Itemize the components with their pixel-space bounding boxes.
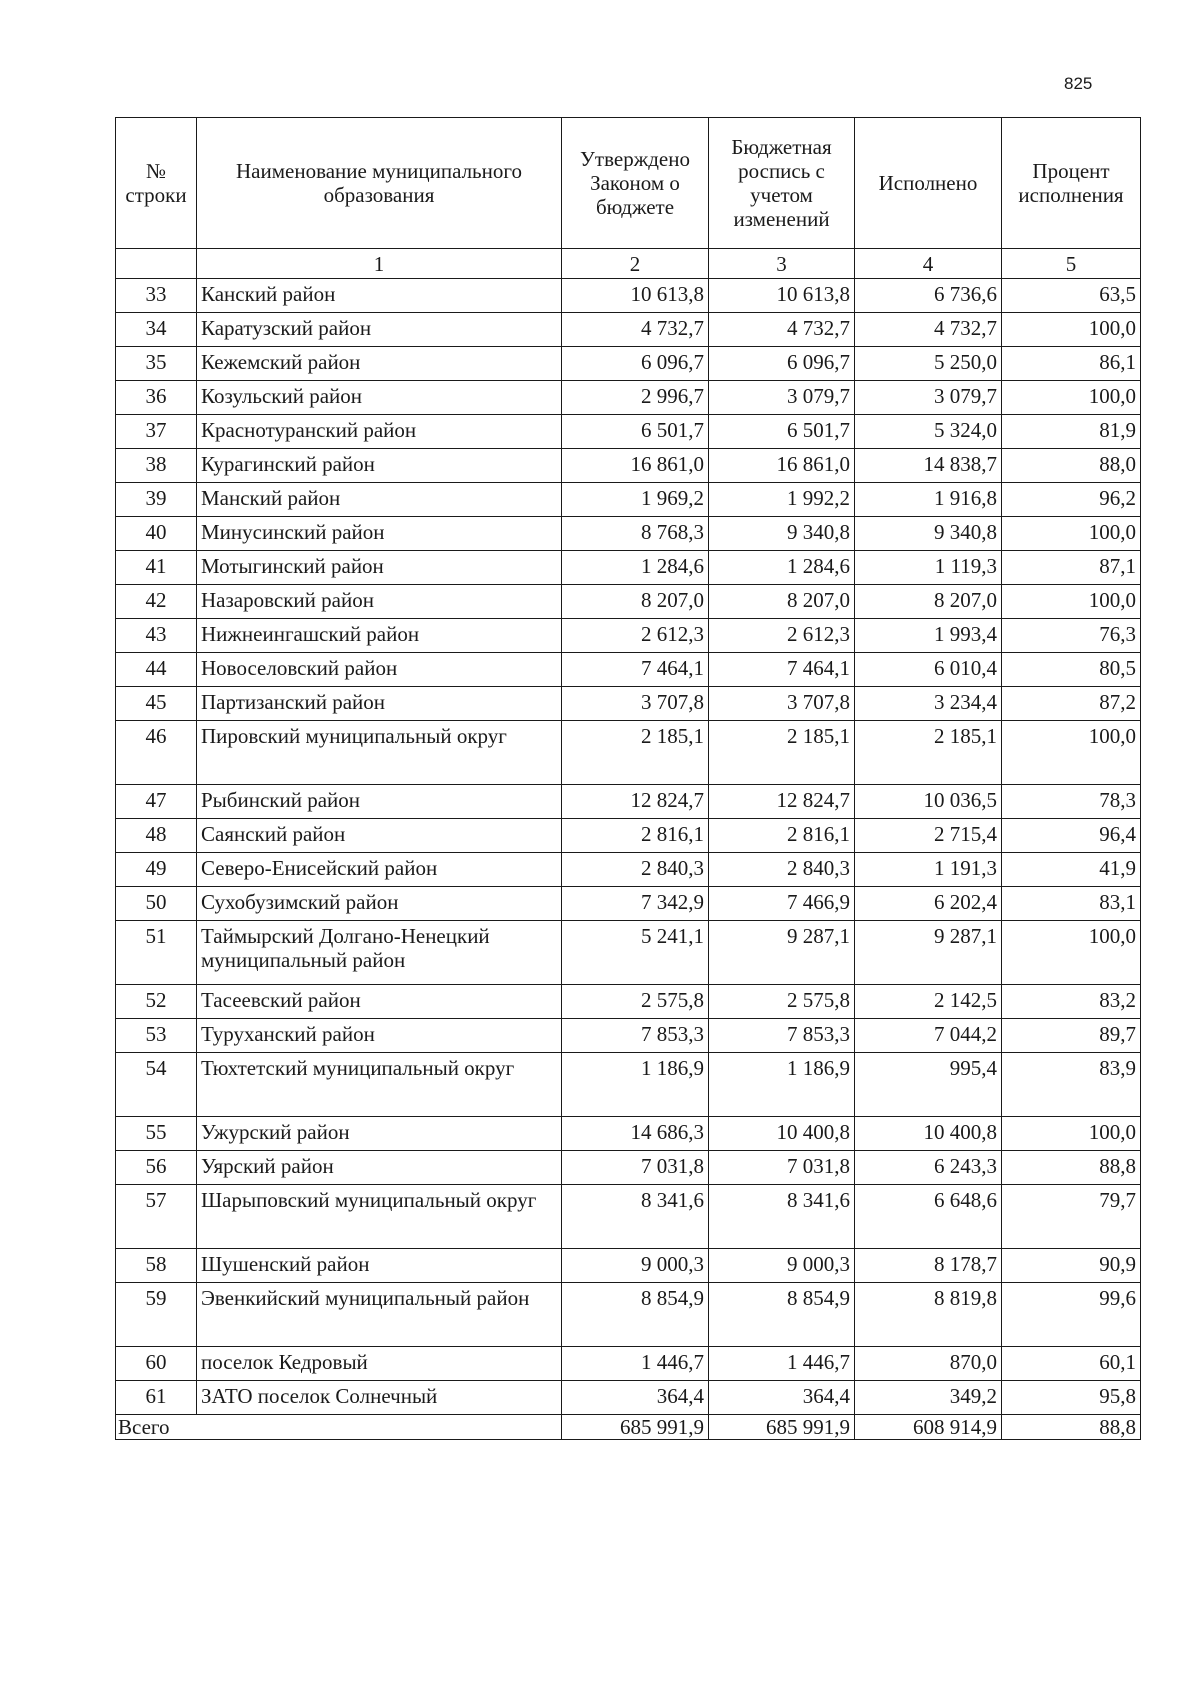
executed-value: 10 036,5 [855,785,1002,819]
row-number: 43 [116,619,197,653]
row-number: 40 [116,517,197,551]
schedule-value: 6 501,7 [709,415,855,449]
schedule-value: 3 079,7 [709,381,855,415]
municipality-name: Краснотуранский район [197,415,562,449]
executed-value: 14 838,7 [855,449,1002,483]
approved-value: 1 969,2 [562,483,709,517]
percent-value: 96,2 [1002,483,1141,517]
schedule-value: 7 466,9 [709,887,855,921]
municipality-name: Минусинский район [197,517,562,551]
table-row [116,381,1141,415]
table-row [116,985,1141,1019]
executed-value: 1 119,3 [855,551,1002,585]
schedule-value: 364,4 [709,1381,855,1415]
header-row [116,118,1141,249]
percent-value: 63,5 [1002,279,1141,313]
schedule-value: 3 707,8 [709,687,855,721]
schedule-value: 2 816,1 [709,819,855,853]
municipality-name: Тюхтетский муниципальный округ [197,1053,562,1117]
municipality-name: Новоселовский район [197,653,562,687]
row-number: 36 [116,381,197,415]
percent-value: 80,5 [1002,653,1141,687]
row-number: 58 [116,1249,197,1283]
approved-value: 5 241,1 [562,921,709,985]
municipality-name: Ужурский район [197,1117,562,1151]
percent-value: 99,6 [1002,1283,1141,1347]
schedule-value: 8 207,0 [709,585,855,619]
approved-value: 12 824,7 [562,785,709,819]
table-row [116,1053,1141,1117]
municipality-name: Саянский район [197,819,562,853]
page-number: 825 [1064,74,1093,93]
executed-value: 6 202,4 [855,887,1002,921]
header-budget-schedule: Бюджетная роспись с учетом изменений [709,118,855,249]
approved-value: 2 996,7 [562,381,709,415]
executed-value: 8 819,8 [855,1283,1002,1347]
municipality-name: Эвенкийский муниципальный район [197,1283,562,1347]
municipality-name: Кежемский район [197,347,562,381]
approved-value: 4 732,7 [562,313,709,347]
executed-value: 3 079,7 [855,381,1002,415]
column-number: 2 [562,249,709,279]
executed-value: 1 916,8 [855,483,1002,517]
municipality-name: Нижнеингашский район [197,619,562,653]
percent-value: 100,0 [1002,721,1141,785]
percent-value: 100,0 [1002,313,1141,347]
municipality-name: Мотыгинский район [197,551,562,585]
percent-value: 41,9 [1002,853,1141,887]
table-row [116,483,1141,517]
municipality-name: Манский район [197,483,562,517]
percent-value: 88,0 [1002,449,1141,483]
percent-value: 78,3 [1002,785,1141,819]
table-row [116,279,1141,313]
executed-value: 1 191,3 [855,853,1002,887]
executed-value: 5 324,0 [855,415,1002,449]
approved-value: 9 000,3 [562,1249,709,1283]
municipality-name: Назаровский район [197,585,562,619]
schedule-value: 2 840,3 [709,853,855,887]
row-number: 49 [116,853,197,887]
approved-value: 2 185,1 [562,721,709,785]
row-number: 57 [116,1185,197,1249]
approved-value: 2 840,3 [562,853,709,887]
row-number: 51 [116,921,197,985]
row-number: 47 [116,785,197,819]
approved-value: 7 853,3 [562,1019,709,1053]
row-number: 44 [116,653,197,687]
row-number: 38 [116,449,197,483]
total-executed: 608 914,9 [855,1415,1002,1440]
table-row [116,1249,1141,1283]
schedule-value: 1 992,2 [709,483,855,517]
approved-value: 2 816,1 [562,819,709,853]
executed-value: 349,2 [855,1381,1002,1415]
percent-value: 83,2 [1002,985,1141,1019]
approved-value: 2 575,8 [562,985,709,1019]
table-row [116,819,1141,853]
row-number: 48 [116,819,197,853]
executed-value: 4 732,7 [855,313,1002,347]
total-schedule: 685 991,9 [709,1415,855,1440]
row-number: 41 [116,551,197,585]
schedule-value: 7 853,3 [709,1019,855,1053]
table-row [116,585,1141,619]
table-row [116,1117,1141,1151]
approved-value: 14 686,3 [562,1117,709,1151]
executed-value: 6 648,6 [855,1185,1002,1249]
approved-value: 1 446,7 [562,1347,709,1381]
percent-value: 88,8 [1002,1151,1141,1185]
schedule-value: 1 186,9 [709,1053,855,1117]
total-label: Всего [116,1415,562,1440]
header-row-number: № строки [116,118,197,249]
approved-value: 1 186,9 [562,1053,709,1117]
table-row [116,619,1141,653]
approved-value: 7 031,8 [562,1151,709,1185]
percent-value: 90,9 [1002,1249,1141,1283]
percent-value: 96,4 [1002,819,1141,853]
percent-value: 79,7 [1002,1185,1141,1249]
municipality-name: Уярский район [197,1151,562,1185]
executed-value: 6 243,3 [855,1151,1002,1185]
row-number: 59 [116,1283,197,1347]
percent-value: 100,0 [1002,585,1141,619]
executed-value: 1 993,4 [855,619,1002,653]
percent-value: 60,1 [1002,1347,1141,1381]
table-row [116,921,1141,985]
percent-value: 100,0 [1002,381,1141,415]
executed-value: 9 340,8 [855,517,1002,551]
table-row [116,449,1141,483]
schedule-value: 7 464,1 [709,653,855,687]
percent-value: 76,3 [1002,619,1141,653]
approved-value: 8 854,9 [562,1283,709,1347]
municipality-name: Таймырский Долгано-Ненецкий муниципальный район [197,921,562,985]
executed-value: 6 010,4 [855,653,1002,687]
percent-value: 87,2 [1002,687,1141,721]
approved-value: 2 612,3 [562,619,709,653]
schedule-value: 8 854,9 [709,1283,855,1347]
approved-value: 7 464,1 [562,653,709,687]
municipality-name: Шушенский район [197,1249,562,1283]
schedule-value: 1 284,6 [709,551,855,585]
table-row [116,1151,1141,1185]
row-number: 52 [116,985,197,1019]
municipality-name: поселок Кедровый [197,1347,562,1381]
schedule-value: 9 287,1 [709,921,855,985]
municipality-name: Каратузский район [197,313,562,347]
percent-value: 83,1 [1002,887,1141,921]
header-percent: Процент исполнения [1002,118,1141,249]
budget-table [115,117,1141,1440]
column-number: 5 [1002,249,1141,279]
row-number: 39 [116,483,197,517]
row-number: 56 [116,1151,197,1185]
percent-value: 100,0 [1002,1117,1141,1151]
row-number: 46 [116,721,197,785]
municipality-name: Тасеевский район [197,985,562,1019]
schedule-value: 7 031,8 [709,1151,855,1185]
schedule-value: 6 096,7 [709,347,855,381]
table-body [116,279,1141,1415]
municipality-name: Пировский муниципальный округ [197,721,562,785]
row-number: 37 [116,415,197,449]
approved-value: 3 707,8 [562,687,709,721]
table-row [116,415,1141,449]
executed-value: 870,0 [855,1347,1002,1381]
percent-value: 83,9 [1002,1053,1141,1117]
approved-value: 7 342,9 [562,887,709,921]
table-row [116,1283,1141,1347]
municipality-name: Козульский район [197,381,562,415]
municipality-name: Туруханский район [197,1019,562,1053]
executed-value: 2 142,5 [855,985,1002,1019]
table-row [116,313,1141,347]
column-number: 3 [709,249,855,279]
executed-value: 7 044,2 [855,1019,1002,1053]
percent-value: 100,0 [1002,921,1141,985]
row-number: 53 [116,1019,197,1053]
schedule-value: 8 341,6 [709,1185,855,1249]
table-row [116,1185,1141,1249]
row-number: 55 [116,1117,197,1151]
schedule-value: 10 400,8 [709,1117,855,1151]
executed-value: 8 207,0 [855,585,1002,619]
schedule-value: 2 575,8 [709,985,855,1019]
schedule-value: 2 185,1 [709,721,855,785]
column-number [116,249,197,279]
table-row [116,653,1141,687]
row-number: 45 [116,687,197,721]
total-row [116,1415,1141,1440]
schedule-value: 10 613,8 [709,279,855,313]
percent-value: 95,8 [1002,1381,1141,1415]
row-number: 50 [116,887,197,921]
municipality-name: Курагинский район [197,449,562,483]
schedule-value: 1 446,7 [709,1347,855,1381]
table-row [116,551,1141,585]
municipality-name: Канский район [197,279,562,313]
column-number: 4 [855,249,1002,279]
table-row [116,517,1141,551]
approved-value: 10 613,8 [562,279,709,313]
table-row [116,1381,1141,1415]
municipality-name: Рыбинский район [197,785,562,819]
header-approved: Утверждено Законом о бюджете [562,118,709,249]
schedule-value: 4 732,7 [709,313,855,347]
executed-value: 3 234,4 [855,687,1002,721]
schedule-value: 2 612,3 [709,619,855,653]
approved-value: 16 861,0 [562,449,709,483]
table-row [116,687,1141,721]
executed-value: 9 287,1 [855,921,1002,985]
row-number: 54 [116,1053,197,1117]
header-executed: Исполнено [855,118,1002,249]
approved-value: 6 501,7 [562,415,709,449]
column-numbers-row [116,249,1141,279]
schedule-value: 9 340,8 [709,517,855,551]
table-row [116,1347,1141,1381]
table-row [116,785,1141,819]
executed-value: 10 400,8 [855,1117,1002,1151]
executed-value: 5 250,0 [855,347,1002,381]
municipality-name: Сухобузимский район [197,887,562,921]
total-percent: 88,8 [1002,1415,1141,1440]
schedule-value: 9 000,3 [709,1249,855,1283]
row-number: 35 [116,347,197,381]
row-number: 42 [116,585,197,619]
municipality-name: ЗАТО поселок Солнечный [197,1381,562,1415]
executed-value: 8 178,7 [855,1249,1002,1283]
table-row [116,853,1141,887]
percent-value: 81,9 [1002,415,1141,449]
percent-value: 86,1 [1002,347,1141,381]
table-row [116,347,1141,381]
approved-value: 8 768,3 [562,517,709,551]
executed-value: 2 185,1 [855,721,1002,785]
row-number: 61 [116,1381,197,1415]
table-row [116,887,1141,921]
approved-value: 8 341,6 [562,1185,709,1249]
executed-value: 2 715,4 [855,819,1002,853]
row-number: 34 [116,313,197,347]
approved-value: 1 284,6 [562,551,709,585]
municipality-name: Шарыповский муниципальный округ [197,1185,562,1249]
table-row [116,721,1141,785]
percent-value: 89,7 [1002,1019,1141,1053]
municipality-name: Партизанский район [197,687,562,721]
executed-value: 6 736,6 [855,279,1002,313]
table-row [116,1019,1141,1053]
column-number: 1 [197,249,562,279]
approved-value: 8 207,0 [562,585,709,619]
percent-value: 87,1 [1002,551,1141,585]
schedule-value: 12 824,7 [709,785,855,819]
total-approved: 685 991,9 [562,1415,709,1440]
schedule-value: 16 861,0 [709,449,855,483]
percent-value: 100,0 [1002,517,1141,551]
row-number: 60 [116,1347,197,1381]
approved-value: 6 096,7 [562,347,709,381]
approved-value: 364,4 [562,1381,709,1415]
executed-value: 995,4 [855,1053,1002,1117]
municipality-name: Северо-Енисейский район [197,853,562,887]
header-municipality-name: Наименование муниципального образования [197,118,562,249]
row-number: 33 [116,279,197,313]
